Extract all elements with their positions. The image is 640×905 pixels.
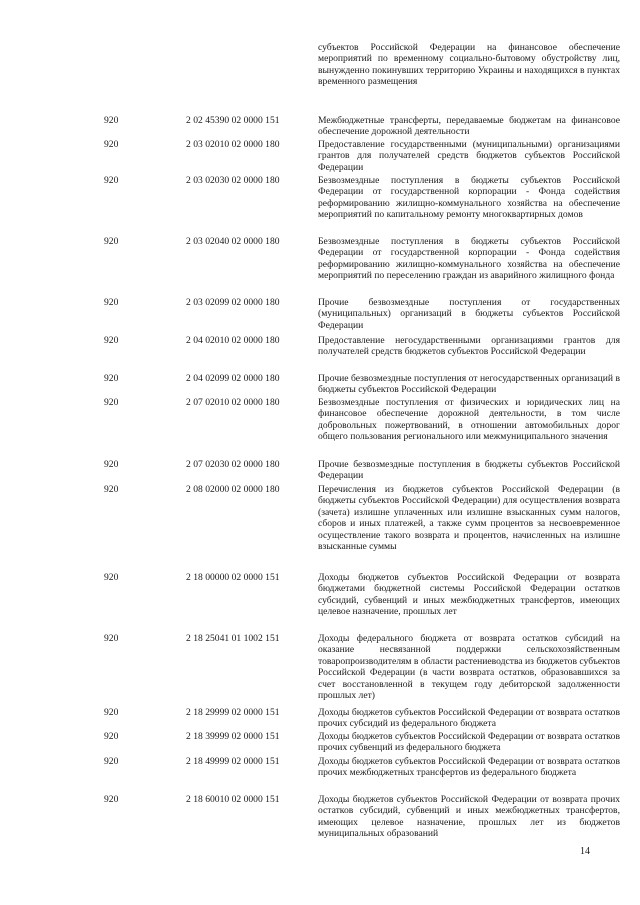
revenue-name: Предоставление государственными (муниципальными) организациями грантов для получателей средств бюджетов субъектов Российской Федерации xyxy=(318,139,620,173)
revenue-code: 2 03 02040 02 0000 180 xyxy=(186,236,280,247)
admin-code: 920 xyxy=(104,373,119,384)
revenue-code: 2 18 60010 02 0000 151 xyxy=(186,794,280,805)
page-number: 14 xyxy=(580,846,590,857)
revenue-code: 2 03 02030 02 0000 180 xyxy=(186,175,280,186)
admin-code: 920 xyxy=(104,335,119,346)
revenue-code: 2 03 02099 02 0000 180 xyxy=(186,297,280,308)
admin-code: 920 xyxy=(104,731,119,742)
admin-code: 920 xyxy=(104,236,119,247)
revenue-name: Доходы бюджетов субъектов Российской Федерации от возврата бюджетами бюджетной системы Российской Федерации остатков субсидий, субвенций и иных межбюджетных трансфертов, имеющих целевое назначение, прошлых лет xyxy=(318,572,620,618)
revenue-code: 2 03 02010 02 0000 180 xyxy=(186,139,280,150)
revenue-code: 2 04 02099 02 0000 180 xyxy=(186,373,280,384)
admin-code: 920 xyxy=(104,459,119,470)
revenue-name: Прочие безвозмездные поступления от негосударственных организаций в бюджеты субъектов Российской Федерации xyxy=(318,373,620,396)
revenue-name: Прочие безвозмездные поступления от государственных (муниципальных) организаций в бюджеты субъектов Российской Федерации xyxy=(318,297,620,331)
revenue-name: Доходы бюджетов субъектов Российской Федерации от возврата остатков прочих субвенций из федерального бюджета xyxy=(318,731,620,754)
revenue-code: 2 18 49999 02 0000 151 xyxy=(186,756,280,767)
revenue-code: 2 07 02030 02 0000 180 xyxy=(186,459,280,470)
revenue-code: 2 18 00000 02 0000 151 xyxy=(186,572,280,583)
revenue-name: Прочие безвозмездные поступления в бюджеты субъектов Российской Федерации xyxy=(318,459,620,482)
revenue-name: Доходы бюджетов субъектов Российской Федерации от возврата остатков прочих субсидий из федерального бюджета xyxy=(318,707,620,730)
admin-code: 920 xyxy=(104,175,119,186)
revenue-name: Доходы федерального бюджета от возврата остатков субсидий на оказание несвязанной поддержки сельскохозяйственным товаропроизводителям в области растениеводства из бюджетов субъектов Российской Федерации (в части возврата остатков, образовавшихся за счет восстановленной в текущем году дебиторской задолженности прошлых лет) xyxy=(318,633,620,702)
revenue-code: 2 07 02010 02 0000 180 xyxy=(186,397,280,408)
revenue-name: Безвозмездные поступления в бюджеты субъектов Российской Федерации от государственной корпорации - Фонда содействия реформированию жилищно-коммунального хозяйства на обеспечение мероприятий по переселению граждан из аварийного жилищного фонда xyxy=(318,236,620,282)
admin-code: 920 xyxy=(104,794,119,805)
revenue-name: Безвозмездные поступления в бюджеты субъектов Российской Федерации от государственной корпорации - Фонда содействия реформированию жилищно-коммунального хозяйства на обеспечение мероприятий по капитальному ремонту многоквартирных домов xyxy=(318,175,620,221)
revenue-name: Доходы бюджетов субъектов Российской Федерации от возврата остатков прочих межбюджетных трансфертов из федерального бюджета xyxy=(318,756,620,779)
admin-code: 920 xyxy=(104,139,119,150)
admin-code: 920 xyxy=(104,633,119,644)
admin-code: 920 xyxy=(104,484,119,495)
revenue-code: 2 08 02000 02 0000 180 xyxy=(186,484,280,495)
revenue-name: Предоставление негосударственными организациями грантов для получателей средств бюджетов субъектов Российской Федерации xyxy=(318,335,620,358)
revenue-code: 2 02 45390 02 0000 151 xyxy=(186,115,280,126)
revenue-name: Перечисления из бюджетов субъектов Российской Федерации (в бюджеты субъектов Российской Федерации) для осуществления возврата (зачета) излишне уплаченных или излишне взысканных сумм налогов, сборов и иных платежей, а также сумм процентов за несвоевременное осуществление такого возврата и процентов, начисленных на излишне взысканные суммы xyxy=(318,484,620,553)
revenue-name: Безвозмездные поступления от физических и юридических лиц на финансовое обеспечение дорожной деятельности, в том числе добровольных пожертвований, в отношении автомобильных дорог общего пользования регионального или межмуниципального значения xyxy=(318,397,620,443)
admin-code: 920 xyxy=(104,115,119,126)
admin-code: 920 xyxy=(104,572,119,583)
revenue-name: Межбюджетные трансферты, передаваемые бюджетам на финансовое обеспечение дорожной деятельности xyxy=(318,115,620,138)
revenue-code: 2 18 25041 01 1002 151 xyxy=(186,633,280,644)
revenue-code: 2 18 39999 02 0000 151 xyxy=(186,731,280,742)
admin-code: 920 xyxy=(104,756,119,767)
admin-code: 920 xyxy=(104,707,119,718)
revenue-name: субъектов Российской Федерации на финансовое обеспечение мероприятий по временному социально-бытовому обустройству лиц, вынужденно покинувших территорию Украины и находящихся в пунктах временного размещения xyxy=(318,42,620,88)
revenue-code: 2 18 29999 02 0000 151 xyxy=(186,707,280,718)
admin-code: 920 xyxy=(104,297,119,308)
revenue-name: Доходы бюджетов субъектов Российской Федерации от возврата прочих остатков субсидий, субвенций и иных межбюджетных трансфертов, имеющих целевое назначение, прошлых лет из бюджетов муниципальных образований xyxy=(318,794,620,840)
revenue-code: 2 04 02010 02 0000 180 xyxy=(186,335,280,346)
admin-code: 920 xyxy=(104,397,119,408)
